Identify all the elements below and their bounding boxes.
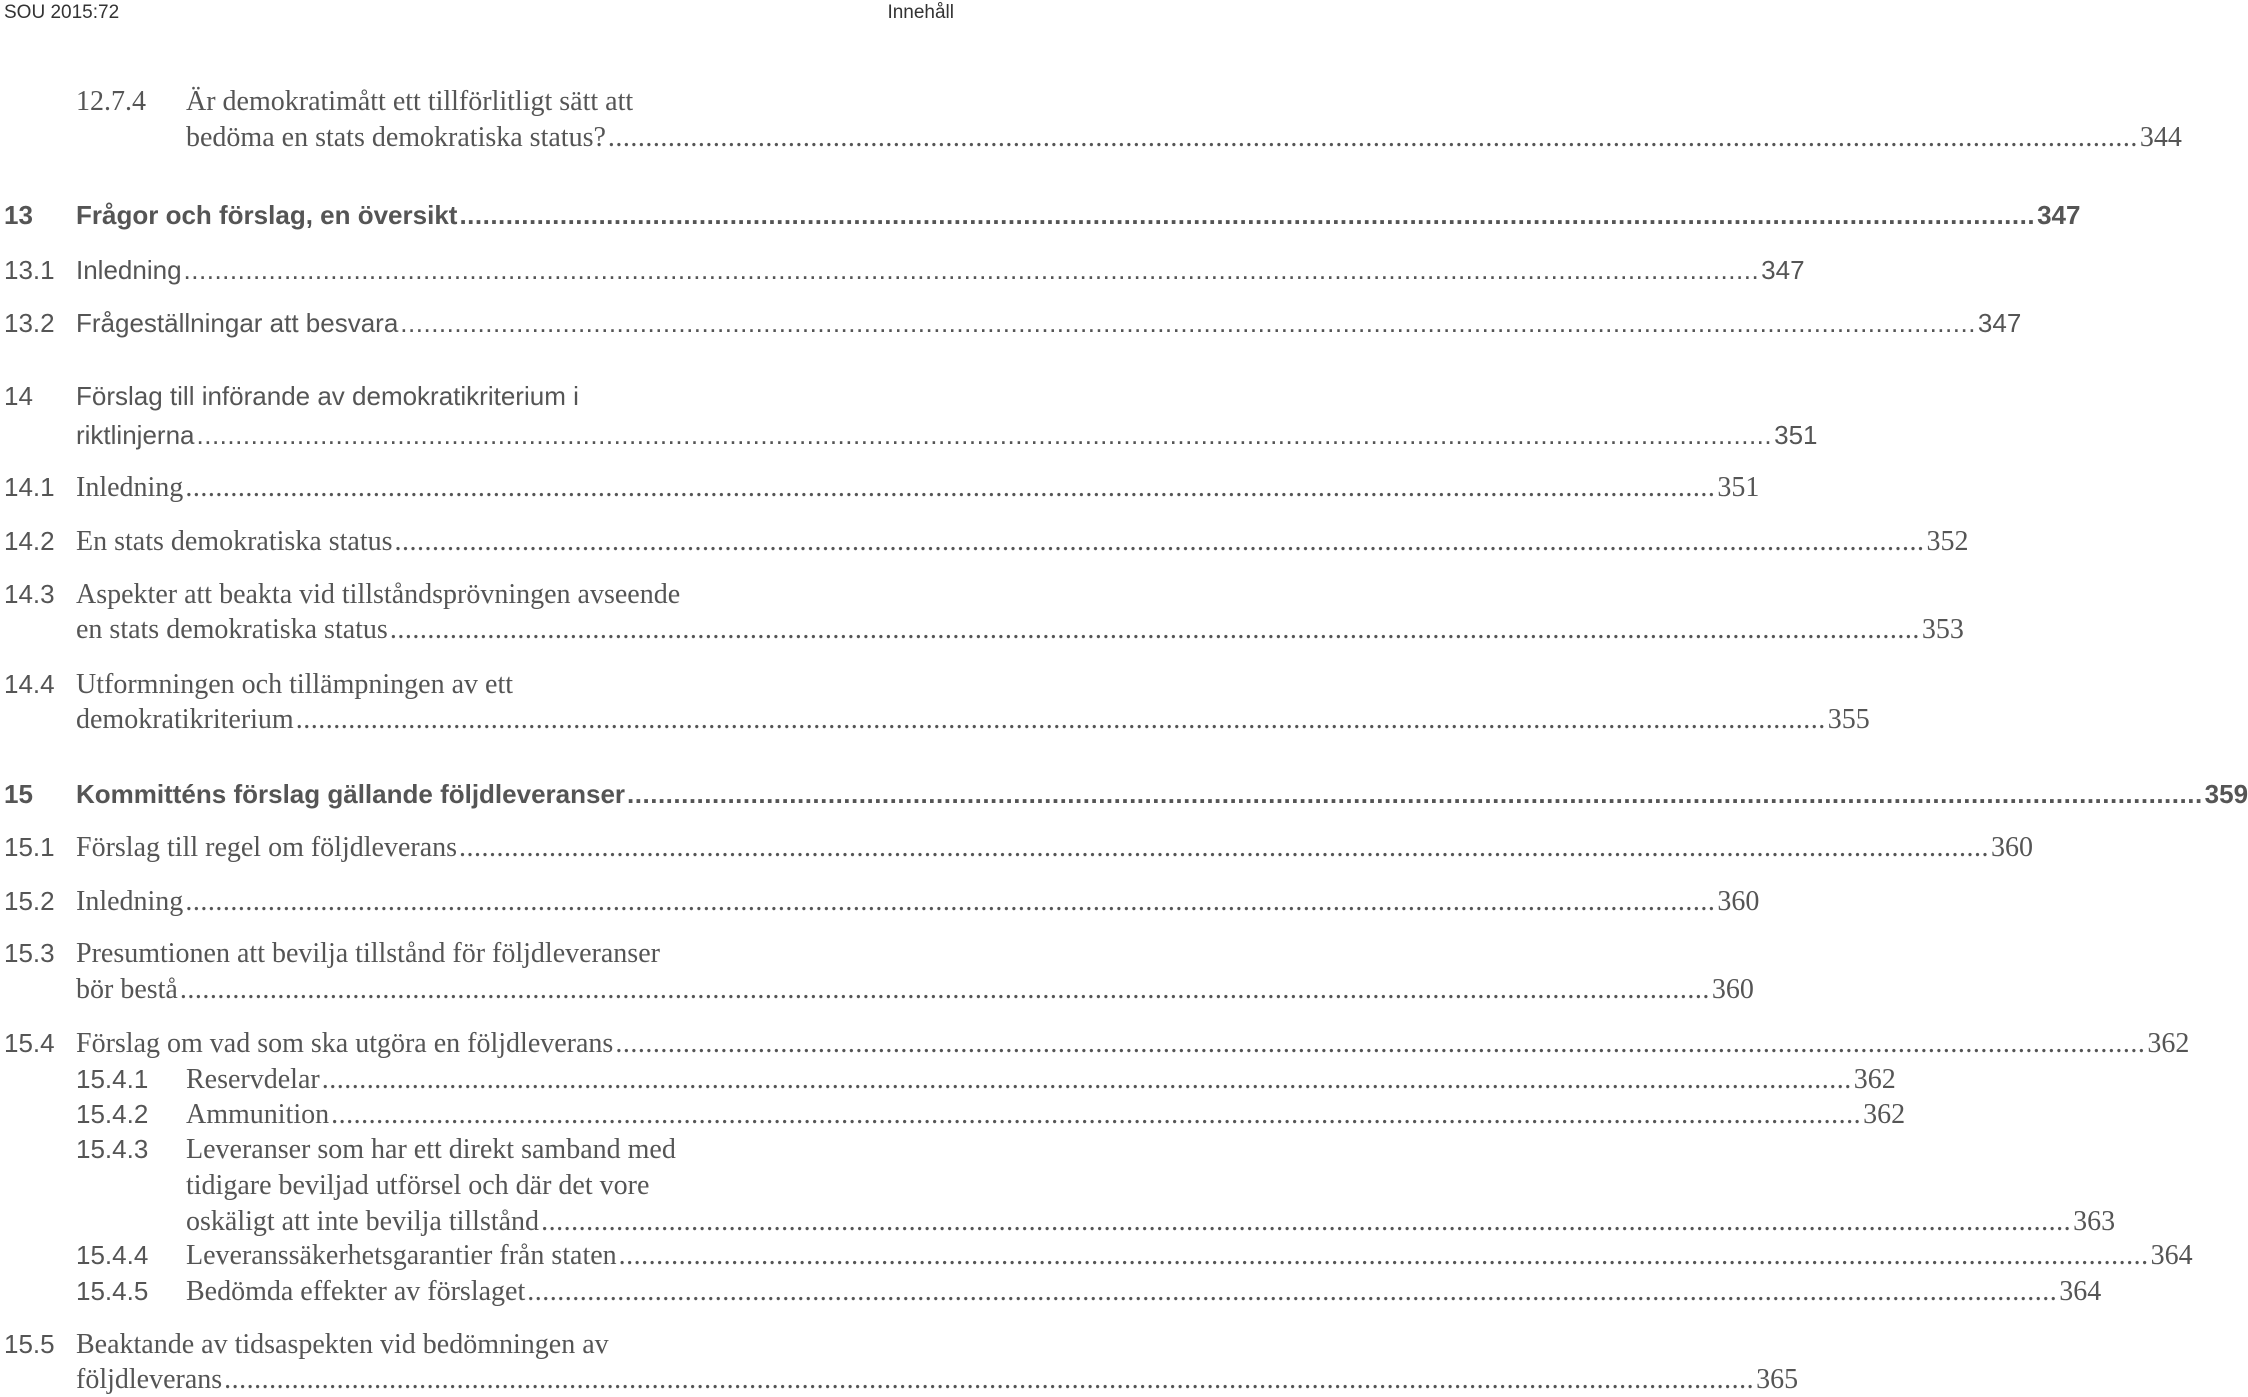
dot-leader: ............................................................................................................................................................................................................ [615, 1028, 2146, 1059]
dot-leader: ............................................................................................................................................................................................................ [627, 779, 2203, 809]
entry-title-line: Inledning [76, 255, 182, 285]
entry-title-line: Leveranssäkerhetsgarantier från staten [186, 1240, 617, 1271]
page-number: 352 [1926, 526, 1969, 557]
dot-leader: ............................................................................................................................................................................................................ [541, 1206, 2072, 1237]
dot-leader: ............................................................................................................................................................................................................ [183, 255, 1760, 285]
entry-number: 14 [4, 381, 33, 411]
entry-title-line: Frågeställningar att besvara [76, 308, 399, 338]
entry-title-line: Är demokratimått ett tillförlitligt sätt att [186, 86, 634, 117]
entry-title-line: Leveranser som har ett direkt samband med [186, 1134, 676, 1165]
dot-leader: ............................................................................................................................................................................................................ [295, 704, 1826, 735]
page-number: 347 [1761, 255, 1805, 285]
entry-title-line: Aspekter att beakta vid tillståndsprövningen avseende [76, 579, 681, 610]
entry-title-line: Utformningen och tillämpningen av ett [76, 669, 514, 700]
page-number: 351 [1717, 472, 1760, 503]
entry-number: 12.7.4 [76, 86, 146, 117]
entry-number: 13.2 [4, 308, 55, 338]
dot-leader: ............................................................................................................................................................................................................ [459, 832, 1990, 863]
page-number: 364 [2150, 1240, 2193, 1271]
dot-leader: ............................................................................................................................................................................................................ [224, 1364, 1755, 1395]
entry-number: 14.1 [4, 472, 55, 502]
dot-leader: ............................................................................................................................................................................................................ [331, 1099, 1862, 1130]
entry-title-line: oskäligt att inte bevilja tillstånd [186, 1206, 540, 1237]
page-number: 362 [2147, 1028, 2190, 1059]
page-number: 360 [1711, 974, 1754, 1005]
entry-title-line: Reservdelar [186, 1064, 320, 1095]
page-number: 359 [2204, 779, 2248, 809]
entry-number: 15 [4, 779, 33, 809]
report-id: SOU 2015:72 [4, 2, 120, 23]
page-number: 360 [1717, 886, 1760, 917]
entry-title-line: Inledning [76, 886, 184, 917]
entry-number: 15.4.4 [76, 1240, 149, 1270]
dot-leader: ............................................................................................................................................................................................................ [607, 122, 2138, 153]
entry-number: 15.3 [4, 938, 55, 968]
entry-title-line: riktlinjerna [76, 420, 195, 450]
entry-number: 13 [4, 200, 33, 230]
dot-leader: ............................................................................................................................................................................................................ [185, 886, 1716, 917]
entry-number: 15.4.3 [76, 1134, 149, 1164]
page-number: 347 [1977, 308, 2022, 338]
dot-leader: ............................................................................................................................................................................................................ [394, 526, 1925, 557]
entry-number: 15.4.1 [76, 1064, 149, 1094]
dot-leader: ............................................................................................................................................................................................................ [185, 472, 1716, 503]
page-header [0, 0, 960, 30]
entry-number: 15.5 [4, 1329, 55, 1359]
entry-number: 15.2 [4, 886, 55, 916]
entry-number: 14.3 [4, 579, 55, 609]
page-number: 351 [1774, 420, 1818, 450]
page-number: 344 [2139, 122, 2182, 153]
page-number: 355 [1827, 704, 1870, 735]
entry-title-line: Förslag till införande av demokratikriterium i [76, 381, 579, 411]
entry-title-line: Presumtionen att bevilja tillstånd för följdleveranser [76, 938, 660, 969]
page-number: 365 [1756, 1364, 1799, 1395]
entry-number: 15.1 [4, 832, 55, 862]
entry-title-line: Inledning [76, 472, 184, 503]
entry-title-line: En stats demokratiska status [76, 526, 393, 557]
entry-title-line: Kommitténs förslag gällande följdleveranser [76, 779, 626, 809]
dot-leader: ............................................................................................................................................................................................................ [527, 1276, 2058, 1307]
page-number: 353 [1921, 614, 1964, 645]
dot-leader: ............................................................................................................................................................................................................ [618, 1240, 2149, 1271]
entry-number: 13.1 [4, 255, 55, 285]
page-number: 347 [2037, 200, 2081, 230]
page-number: 362 [1863, 1099, 1906, 1130]
entry-number: 15.4 [4, 1028, 55, 1058]
page-number: 360 [1991, 832, 2034, 863]
entry-title-line: Bedömda effekter av förslaget [186, 1276, 526, 1307]
dot-leader: ............................................................................................................................................................................................................ [389, 614, 1920, 645]
entry-title-line: Frågor och förslag, en översikt [76, 200, 458, 230]
page-number: 362 [1853, 1064, 1896, 1095]
section-name: Innehåll [887, 2, 954, 23]
entry-title-line: följdleverans [76, 1364, 223, 1395]
entry-title-line: Förslag till regel om följdleverans [76, 832, 458, 863]
entry-title-line: Beaktande av tidsaspekten vid bedömningen av [76, 1329, 609, 1360]
entry-title-line: tidigare beviljad utförsel och där det vore [186, 1170, 650, 1201]
dot-leader: ............................................................................................................................................................................................................ [321, 1064, 1852, 1095]
entry-title-line: bedöma en stats demokratiska status? [186, 122, 606, 153]
entry-number: 14.2 [4, 526, 55, 556]
dot-leader: ............................................................................................................................................................................................................ [196, 420, 1773, 450]
dot-leader: ............................................................................................................................................................................................................ [459, 200, 2036, 230]
entry-number: 15.4.5 [76, 1276, 149, 1306]
dot-leader: ............................................................................................................................................................................................................ [179, 974, 1710, 1005]
entry-title-line: Förslag om vad som ska utgöra en följdleverans [76, 1028, 614, 1059]
dot-leader: ............................................................................................................................................................................................................ [400, 308, 1976, 338]
page-number: 364 [2059, 1276, 2102, 1307]
page-number: 363 [2073, 1206, 2116, 1237]
entry-number: 15.4.2 [76, 1099, 149, 1129]
entry-title-line: en stats demokratiska status [76, 614, 388, 645]
entry-title-line: Ammunition [186, 1099, 330, 1130]
entry-title-line: demokratikriterium [76, 704, 294, 735]
entry-number: 14.4 [4, 669, 55, 699]
entry-title-line: bör bestå [76, 974, 178, 1005]
